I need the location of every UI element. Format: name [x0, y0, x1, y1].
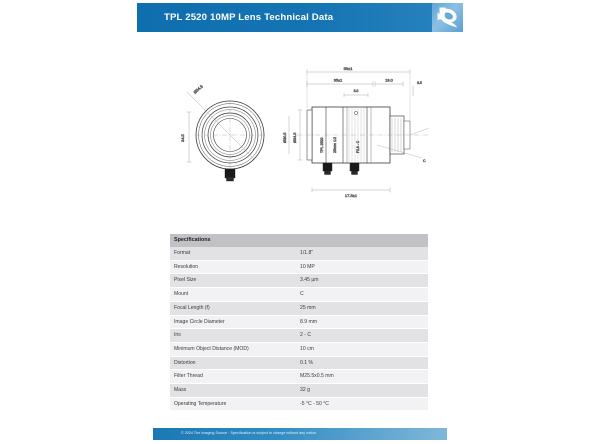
table-row	[170, 315, 428, 329]
table-row	[170, 384, 428, 398]
side-view-body-length-dim: 35±1	[333, 78, 343, 83]
row-value: M25.5x0.5 mm	[296, 370, 428, 384]
specifications-table	[170, 234, 428, 411]
side-view-mid-dim: 3.0	[353, 89, 359, 93]
row-value: 10 MP	[296, 260, 428, 274]
row-value: C	[296, 288, 428, 302]
page-header-band	[137, 3, 463, 32]
page-title: TPL 2520 10MP Lens Technical Data	[164, 12, 334, 23]
side-view-lens-drawing	[289, 70, 429, 193]
footer-copyright-text: © 2024 The Imaging Source · Specification is subject to change without any notice	[181, 431, 317, 436]
table-row	[170, 274, 428, 288]
row-value: 32 g	[296, 384, 428, 398]
front-view-lens-drawing	[187, 92, 266, 181]
side-view-left-height-dim-2: Ø30.5	[283, 132, 287, 143]
row-label: Filter Thread	[170, 370, 296, 384]
barrel-label-3: F2.8 - C	[356, 140, 360, 153]
row-label: Iris	[170, 329, 296, 343]
row-label: Pixel Size	[170, 274, 296, 288]
table-row	[170, 301, 428, 315]
table-header-row	[170, 234, 428, 247]
side-view-mount-thread-label: C	[423, 159, 426, 163]
page-footer-band	[153, 428, 447, 440]
side-view-front-section-dim: 19.0	[385, 78, 393, 83]
side-view-top-small-dim: 3.5	[417, 81, 422, 85]
row-label: Image Circle Diameter	[170, 315, 296, 329]
table-row	[170, 356, 428, 370]
table-row	[170, 247, 428, 260]
imaging-source-bird-logo-icon	[432, 3, 463, 32]
row-label: Focal Length (f)	[170, 301, 296, 315]
side-view-left-height-dim-1: Ø34.5	[293, 132, 297, 143]
table-row	[170, 329, 428, 343]
row-value: 8.9 mm	[296, 315, 428, 329]
row-label: Format	[170, 247, 296, 260]
row-label: Minimum Object Distance (MOD)	[170, 342, 296, 356]
row-label: Operating Temperature	[170, 397, 296, 411]
table-row	[170, 397, 428, 411]
row-value: -5 °C - 50 °C	[296, 397, 428, 411]
table-row	[170, 370, 428, 384]
row-label: Mount	[170, 288, 296, 302]
front-view-diagonal-dim: Ø34.5	[192, 83, 204, 95]
row-value: 1/1.8"	[296, 247, 428, 260]
table-title: Specifications	[170, 234, 428, 247]
row-value: 0.1 %	[296, 356, 428, 370]
front-view-left-dim: 34.5	[180, 134, 185, 142]
barrel-label-1: TPL 2520	[320, 137, 324, 153]
table-body	[170, 247, 428, 411]
row-label: Mass	[170, 384, 296, 398]
row-value: 10 cm	[296, 342, 428, 356]
row-label: Resolution	[170, 260, 296, 274]
row-value: 25 mm	[296, 301, 428, 315]
barrel-label-2: 25mm 1:2	[333, 137, 337, 153]
table-row	[170, 342, 428, 356]
technical-drawing	[137, 50, 463, 210]
side-view-bottom-dim: 17.5±1	[344, 193, 358, 198]
table-row	[170, 260, 428, 274]
side-view-overall-length-dim: 53±1	[343, 66, 353, 71]
row-label: Distortion	[170, 356, 296, 370]
row-value: 3.45 µm	[296, 274, 428, 288]
table-row	[170, 288, 428, 302]
row-value: 2 - C	[296, 329, 428, 343]
datasheet-page	[137, 0, 463, 444]
